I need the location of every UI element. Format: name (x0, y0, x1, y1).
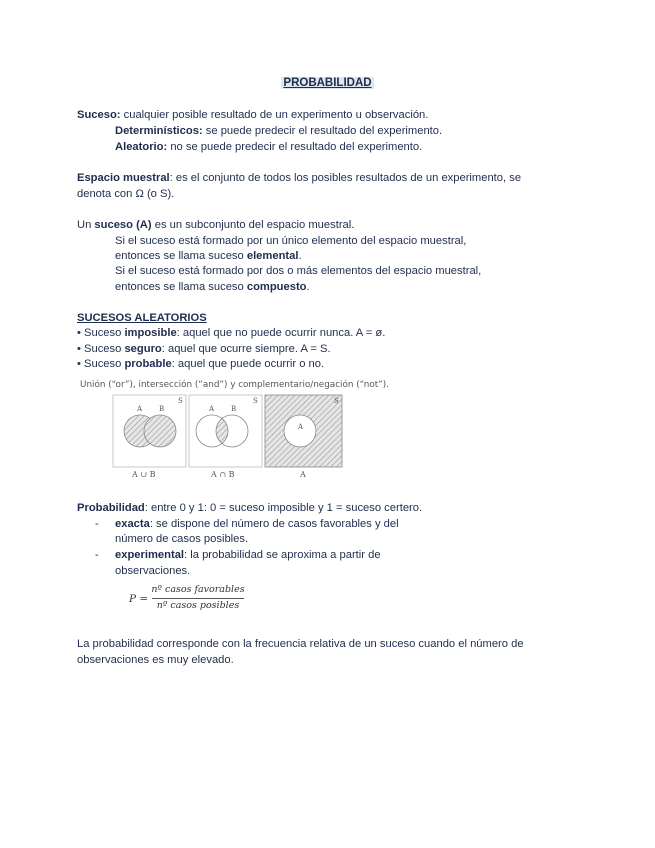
intersection-caption: A ∩ B (211, 470, 235, 479)
imposible-term: imposible (124, 327, 177, 339)
sucesos-aleatorios-heading: SUCESOS ALEATORIOS (77, 312, 207, 324)
deterministicos-def: se puede predecir el resultado del experimento. (202, 125, 443, 137)
deterministicos-definition (115, 124, 442, 140)
aleatorio-term: Aleatorio: (115, 141, 168, 153)
experimental-line2: observaciones. (115, 565, 191, 577)
venn-union (113, 395, 186, 479)
item-post: : aquel que ocurre siempre. A = S. (161, 343, 331, 355)
probabilidad-definition (77, 501, 422, 517)
list-item (77, 342, 331, 358)
formula-fraction-bar (152, 598, 244, 599)
venn-complement (265, 395, 342, 479)
experimental-dash: - (95, 549, 99, 561)
exacta-line1 (115, 517, 399, 533)
list-item (77, 357, 324, 373)
aleatorio-definition (115, 140, 422, 156)
elemental-pre: entonces se llama suceso (115, 250, 247, 262)
title-highlight: PROBABILIDAD (283, 77, 372, 89)
item-post: : aquel que puede ocurrir o no. (171, 358, 325, 370)
suceso-a-term: suceso (A) (94, 219, 152, 231)
item-pre: • Suceso (77, 343, 125, 355)
item-pre: • Suceso (77, 358, 125, 370)
exacta-dash: - (95, 518, 99, 530)
experimental-def: : la probabilidad se aproxima a partir de (184, 549, 381, 561)
elemental-term: elemental (246, 250, 299, 262)
exacta-def: : se dispone del número de casos favorables y del (149, 518, 399, 530)
conclusion-line1: La probabilidad corresponde con la frecuencia relativa de un suceso cuando el número de (77, 638, 524, 650)
union-label-a: A (137, 405, 143, 413)
experimental-line1 (115, 548, 381, 564)
aleatorio-def: no se puede predecir el resultado del experimento. (167, 141, 423, 153)
venn-caption: Unión (“or”), intersección (“and”) y complementario/negación (“not”). (80, 380, 389, 390)
formula-lhs: P = (129, 593, 149, 605)
complement-set-a (284, 415, 316, 447)
intersection-label-b: B (231, 405, 237, 413)
compuesto-line2 (115, 280, 310, 296)
union-label-b: B (159, 405, 165, 413)
item-post: : aquel que no puede ocurrir nunca. A = ø. (176, 327, 386, 339)
intersection-label-a: A (209, 405, 215, 413)
complement-label-a: A (298, 423, 304, 431)
venn-intersection (189, 395, 262, 479)
compuesto-line1: Si el suceso está formado por dos o más elementos del espacio muestral, (115, 265, 482, 277)
compuesto-term: compuesto (246, 281, 307, 293)
suceso-a-definition (77, 218, 354, 234)
formula-numerator: nº casos favorables (151, 584, 245, 595)
exacta-term: exacta (115, 518, 150, 530)
probabilidad-term: Probabilidad (77, 502, 145, 514)
formula-denominator: nº casos posibles (156, 600, 240, 611)
intersection-label-s: S (253, 397, 258, 405)
espacio-muestral-line1 (77, 171, 521, 187)
page-title (0, 76, 655, 92)
deterministicos-term: Determinísticos: (115, 125, 203, 137)
espacio-def: : es el conjunto de todos los posibles resultados de un experimento, se (169, 172, 522, 184)
union-set-b (144, 415, 176, 447)
exacta-line2: número de casos posibles. (115, 533, 249, 545)
probable-term: probable (124, 358, 172, 370)
union-label-s: S (178, 397, 183, 405)
espacio-muestral-line2: denota con Ω (o S). (77, 188, 175, 200)
suceso-a-pre: Un (77, 219, 95, 231)
probabilidad-def: : entre 0 y 1: 0 = suceso imposible y 1 = suceso certero. (144, 502, 423, 514)
espacio-term: Espacio muestral (77, 172, 170, 184)
seguro-term: seguro (124, 343, 162, 355)
elemental-line1: Si el suceso está formado por un único elemento del espacio muestral, (115, 235, 467, 247)
compuesto-post: . (306, 281, 310, 293)
item-pre: • Suceso (77, 327, 125, 339)
complement-label-s: S (334, 397, 339, 405)
suceso-a-post: es un subconjunto del espacio muestral. (151, 219, 355, 231)
list-item (77, 326, 385, 342)
compuesto-pre: entonces se llama suceso (115, 281, 247, 293)
conclusion-line2: observaciones es muy elevado. (77, 654, 234, 666)
venn-diagrams (110, 393, 345, 481)
suceso-term: Suceso: (77, 109, 121, 121)
elemental-post: . (298, 250, 302, 262)
suceso-definition (77, 108, 428, 124)
suceso-def: cualquier posible resultado de un experimento u observación. (120, 109, 429, 121)
experimental-term: experimental (115, 549, 185, 561)
union-caption: A ∪ B (132, 470, 156, 479)
complement-caption: A (300, 470, 306, 479)
elemental-line2 (115, 249, 302, 265)
